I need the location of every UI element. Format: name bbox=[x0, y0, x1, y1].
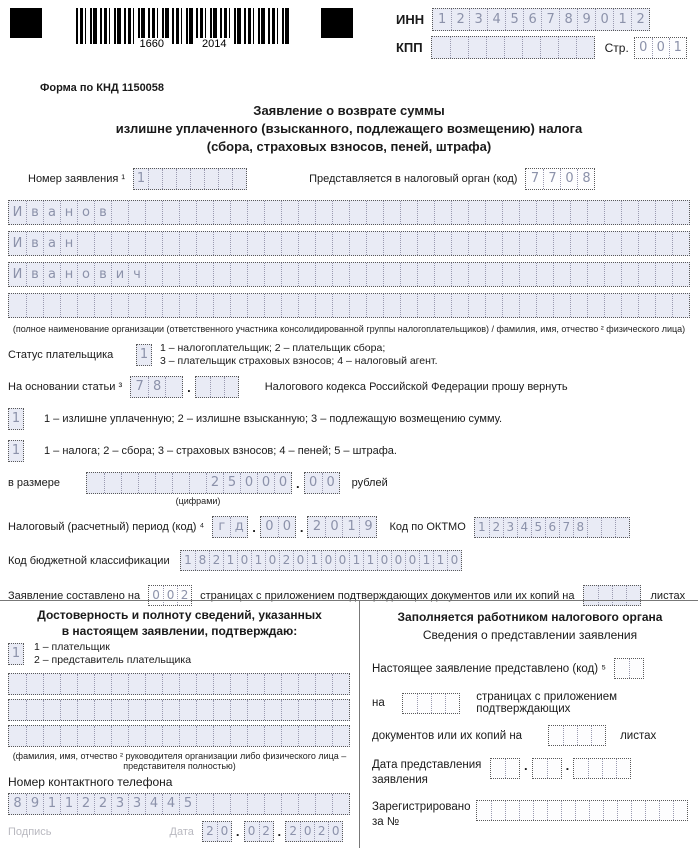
amount-caption: (цифрами) bbox=[175, 496, 221, 506]
representative-name-row-3 bbox=[8, 725, 351, 747]
return-type-row bbox=[0, 408, 698, 430]
barcode-numbers bbox=[76, 38, 290, 50]
official-submitted-label: Настоящее заявление представлено (код) ⁵ bbox=[372, 662, 607, 675]
form-header bbox=[0, 0, 698, 58]
firstname-field[interactable]: И в а н bbox=[8, 231, 690, 256]
confirmation-column bbox=[0, 601, 360, 848]
page-number-field[interactable]: 0 0 1 bbox=[634, 37, 687, 59]
official-date-month-field[interactable] bbox=[532, 758, 562, 779]
barcode-number-left: 1660 bbox=[134, 38, 170, 50]
official-date-label-line1: Дата представления bbox=[372, 759, 482, 771]
official-date-year-field[interactable] bbox=[573, 758, 631, 779]
tax-period-label: Налоговый (расчетный) период (код) ⁴ bbox=[8, 521, 205, 533]
official-sheets-suffix: листах bbox=[620, 729, 657, 742]
form-title-line3: (сбора, страховых взносов, пеней, штрафа) bbox=[206, 139, 492, 154]
representative-caption-line1: (фамилия, имя, отчество ² руководителя организации либо физического лица – bbox=[12, 751, 347, 761]
status-code-field[interactable]: 1 bbox=[136, 344, 152, 366]
name-extra-field[interactable] bbox=[8, 293, 690, 318]
form-title bbox=[0, 102, 698, 156]
kbk-field[interactable]: 1 8 2 1 0 1 0 2 0 1 0 0 1 1 0 0 0 1 1 0 bbox=[180, 550, 462, 571]
payment-type-options: 1 – налога; 2 – сбора; 3 – страховых взносов; 4 – пеней; 5 – штрафа. bbox=[44, 445, 397, 457]
return-type-field[interactable]: 1 bbox=[8, 408, 24, 430]
inn-kpp-block bbox=[396, 8, 687, 64]
status-options bbox=[160, 342, 438, 368]
confirmation-header-line2: в настоящем заявлении, подтверждаю: bbox=[61, 624, 298, 638]
phone-row bbox=[8, 793, 351, 815]
official-submitted-row bbox=[372, 658, 688, 679]
article-sub-field[interactable] bbox=[195, 376, 239, 398]
official-pages-field[interactable] bbox=[402, 693, 460, 714]
official-subheader: Сведения о представлении заявления bbox=[422, 628, 638, 642]
official-docs-row bbox=[372, 725, 688, 746]
inn-field[interactable]: 1 2 3 4 5 6 7 8 9 0 1 2 bbox=[432, 8, 650, 31]
name-row-patronymic bbox=[0, 262, 698, 287]
representative-name-field-3[interactable] bbox=[8, 725, 350, 747]
official-registered-label-line2: за № bbox=[372, 816, 400, 828]
representative-caption-line2: представителя полностью) bbox=[123, 761, 236, 771]
official-date-day-field[interactable] bbox=[490, 758, 520, 779]
return-type-options: 1 – излишне уплаченную; 2 – излишне взысканную; 3 – подлежащую возмещению сумму. bbox=[44, 413, 503, 425]
form-title-line2: излишне уплаченного (взысканного, подлежащего возмещению) налога bbox=[115, 121, 583, 136]
inn-label: ИНН bbox=[396, 12, 425, 27]
representative-name-row-2 bbox=[8, 699, 351, 721]
official-date-label bbox=[372, 758, 490, 788]
official-header: Заполняется работником налогового органа bbox=[397, 610, 663, 624]
name-row-surname bbox=[0, 200, 698, 225]
name-caption: (полное наименование организации (ответственного участника консолидированной группы налогоплательщиков) / фамилия, имя, отчество ² физического лица) bbox=[12, 324, 686, 334]
pages-count-field[interactable]: 0 0 2 bbox=[148, 585, 192, 606]
payment-type-field[interactable]: 1 bbox=[8, 440, 24, 462]
registration-mark-top-right bbox=[321, 8, 353, 38]
official-column bbox=[360, 601, 698, 848]
article-label: На основании статьи ³ bbox=[8, 381, 123, 393]
official-date-dot1: . bbox=[524, 758, 528, 773]
article-dot: . bbox=[187, 379, 191, 395]
signature-date-day-field[interactable]: 2 0 bbox=[202, 821, 232, 842]
signature-date-row bbox=[8, 821, 351, 842]
form-title-line1: Заявление о возврате суммы bbox=[253, 103, 445, 118]
official-on-label: на bbox=[372, 697, 385, 709]
name-row-extra bbox=[0, 293, 698, 318]
phone-label: Номер контактного телефона bbox=[8, 775, 173, 789]
amount-kopecks-field[interactable]: 0 0 bbox=[304, 472, 340, 494]
official-registration-number-field[interactable] bbox=[476, 800, 688, 821]
signature-date-label: Дата bbox=[169, 825, 194, 838]
signature-date-year-field[interactable]: 2 0 2 0 bbox=[285, 821, 343, 842]
application-number-row bbox=[0, 168, 698, 190]
pages-prefix: Заявление составлено на bbox=[8, 589, 141, 602]
official-registered-label bbox=[372, 800, 476, 830]
tax-authority-label: Представляется в налоговый орган (код) bbox=[309, 173, 518, 185]
article-suffix: Налогового кодекса Российской Федерации прошу вернуть bbox=[264, 381, 568, 393]
signature-label: Подпись bbox=[8, 825, 52, 838]
confirm-code-field[interactable]: 1 bbox=[8, 643, 24, 665]
name-row-firstname bbox=[0, 231, 698, 256]
representative-name-field-1[interactable] bbox=[8, 673, 350, 695]
article-number-field[interactable]: 7 8 bbox=[130, 376, 183, 398]
representative-caption bbox=[8, 751, 351, 771]
period-part2-field[interactable]: 0 0 bbox=[260, 516, 296, 538]
payer-status-label: Статус плательщика bbox=[8, 349, 114, 361]
official-docs-label: документов или их копий на bbox=[372, 729, 523, 742]
representative-name-row-1 bbox=[8, 673, 351, 695]
oktmo-label: Код по ОКТМО bbox=[389, 521, 466, 533]
pages-suffix: листах bbox=[650, 589, 686, 602]
period-dot2: . bbox=[299, 519, 304, 535]
amount-dot: . bbox=[296, 475, 300, 491]
amount-label: в размере bbox=[8, 477, 60, 489]
official-pages-row bbox=[372, 691, 688, 715]
representative-name-field-2[interactable] bbox=[8, 699, 350, 721]
kpp-field[interactable] bbox=[431, 36, 595, 59]
payer-status-row bbox=[0, 342, 698, 368]
form-barcode bbox=[76, 8, 290, 52]
period-dot1: . bbox=[252, 519, 256, 535]
tax-authority-code-field[interactable]: 7 7 0 8 bbox=[525, 168, 595, 190]
period-part1-field[interactable]: г д bbox=[212, 516, 248, 538]
official-registered-row bbox=[372, 800, 688, 830]
confirmation-option2: 2 – представитель плательщика bbox=[34, 654, 192, 666]
tax-period-row bbox=[0, 516, 698, 538]
amount-rubles-field[interactable]: 2 5 0 0 0 bbox=[86, 472, 292, 494]
amount-row bbox=[0, 472, 698, 494]
amount-currency: рублей bbox=[351, 477, 388, 489]
article-row bbox=[0, 376, 698, 398]
payment-type-row bbox=[0, 440, 698, 462]
status-options-line1: 1 – налогоплательщик; 2 – плательщик сбора; bbox=[160, 342, 386, 354]
confirmation-header-line1: Достоверность и полноту сведений, указанных bbox=[37, 608, 322, 622]
page-number-label: Стр. bbox=[604, 40, 629, 55]
application-number-label: Номер заявления ¹ bbox=[28, 173, 126, 185]
form-knd-code: Форма по КНД 1150058 bbox=[40, 82, 165, 94]
barcode-number-right: 2014 bbox=[196, 38, 232, 50]
signature-date-month-field[interactable]: 0 2 bbox=[244, 821, 274, 842]
official-sheets-field[interactable] bbox=[548, 725, 606, 746]
official-registered-label-line1: Зарегистрировано bbox=[372, 801, 471, 813]
period-part3-field[interactable]: 2 0 1 9 bbox=[307, 516, 377, 538]
oktmo-field[interactable]: 1 2 3 4 5 6 7 8 bbox=[474, 517, 630, 538]
official-date-dot2: . bbox=[565, 758, 570, 773]
confirmation-option1: 1 – плательщик bbox=[34, 641, 110, 653]
kbk-row bbox=[0, 550, 698, 571]
application-number-field[interactable]: 1 bbox=[133, 168, 247, 190]
official-pages-suffix: страницах с приложением подтверждающих bbox=[476, 691, 618, 715]
bottom-section bbox=[0, 600, 698, 848]
confirmation-options bbox=[34, 641, 191, 667]
signature-date-dot1: . bbox=[235, 824, 240, 839]
confirmation-header bbox=[8, 607, 351, 639]
kbk-label: Код бюджетной классификации bbox=[8, 554, 170, 567]
registration-mark-top-left bbox=[10, 8, 42, 38]
confirmation-code-row bbox=[8, 641, 351, 667]
official-date-label-line2: заявления bbox=[372, 774, 428, 786]
taxpayer-name-block bbox=[0, 200, 698, 334]
patronymic-field[interactable]: И в а н о в и ч bbox=[8, 262, 690, 287]
official-date-row bbox=[372, 758, 688, 788]
signature-date-dot2: . bbox=[277, 824, 282, 839]
pages-middle: страницах с приложением подтверждающих документов или их копий на bbox=[200, 589, 575, 602]
kpp-label: КПП bbox=[396, 40, 423, 55]
phone-field[interactable]: 8 9 1 1 2 2 3 3 4 4 5 bbox=[8, 793, 350, 815]
official-submitted-code-field[interactable] bbox=[614, 658, 644, 679]
surname-field[interactable]: И в а н о в bbox=[8, 200, 690, 225]
status-options-line2: 3 – плательщик страховых взносов; 4 – налоговый агент. bbox=[160, 355, 438, 367]
